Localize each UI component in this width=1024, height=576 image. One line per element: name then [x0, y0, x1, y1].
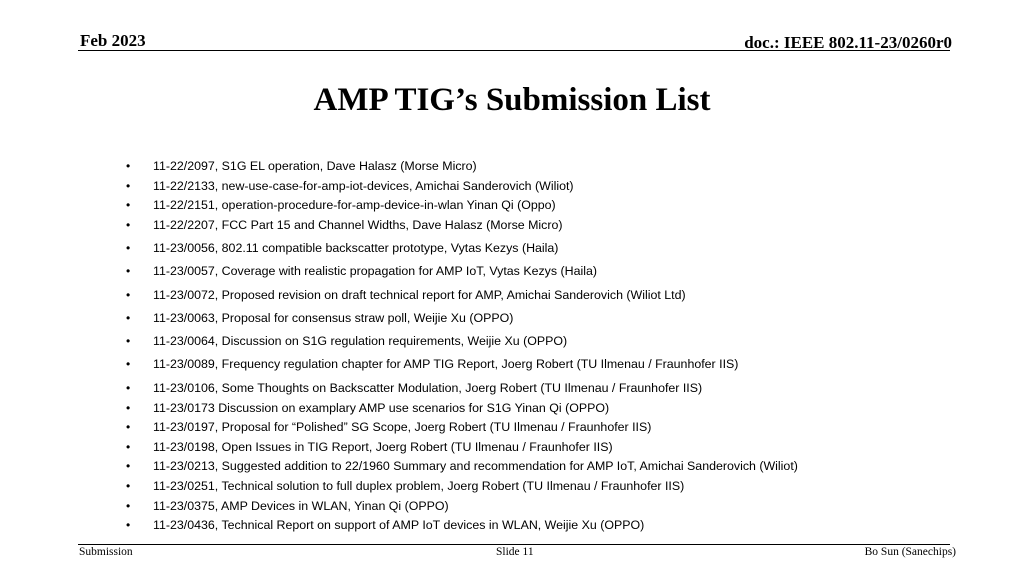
bullet-icon: • [126, 479, 131, 493]
bullet-icon: • [126, 179, 131, 193]
footer-slide-number: Slide 11 [496, 546, 534, 558]
submission-entry-text: 11-23/0064, Discussion on S1G regulation requirements, Weijie Xu (OPPO) [153, 334, 568, 348]
bullet-icon: • [126, 440, 131, 454]
submission-entry-text: 11-23/0213, Suggested addition to 22/1960 Summary and recommendation for AMP IoT, Amichai Sanderovich (Wiliot) [153, 459, 798, 473]
bullet-icon: • [126, 420, 131, 434]
bullet-icon: • [126, 499, 131, 513]
bullet-icon: • [126, 357, 131, 371]
submission-entry-text: 11-23/0063, Proposal for consensus straw poll, Weijie Xu (OPPO) [153, 311, 514, 325]
header-doc-id: doc.: IEEE 802.11-23/0260r0 [744, 33, 952, 52]
bullet-icon: • [126, 288, 131, 302]
bullet-icon: • [126, 334, 131, 348]
submission-entry-text: 11-22/2151, operation-procedure-for-amp-device-in-wlan Yinan Qi (Oppo) [153, 198, 556, 212]
submission-entry-text: 11-23/0089, Frequency regulation chapter for AMP TIG Report, Joerg Robert (TU Ilmenau / Fraunhofer IIS) [153, 357, 739, 371]
submission-entry-text: 11-22/2207, FCC Part 15 and Channel Widths, Dave Halasz (Morse Micro) [153, 218, 563, 232]
submission-entry-text: 11-23/0106, Some Thoughts on Backscatter Modulation, Joerg Robert (TU Ilmenau / Fraunhofer IIS) [153, 381, 703, 395]
bullet-icon: • [126, 381, 131, 395]
submission-entry-text: 11-22/2097, S1G EL operation, Dave Halasz (Morse Micro) [153, 159, 477, 173]
submission-entry-text: 11-23/0251, Technical solution to full duplex problem, Joerg Robert (TU Ilmenau / Fraunhofer IIS) [153, 479, 685, 493]
bullet-icon: • [126, 241, 131, 255]
slide-title: AMP TIG’s Submission List [313, 82, 711, 118]
bullet-icon: • [126, 264, 131, 278]
submission-entry-text: 11-23/0072, Proposed revision on draft technical report for AMP, Amichai Sanderovich (Wiliot Ltd) [153, 288, 686, 302]
footer-divider [78, 544, 950, 545]
bullet-icon: • [126, 401, 131, 415]
header-date: Feb 2023 [80, 31, 146, 50]
bullet-icon: • [126, 198, 131, 212]
submission-entry-text: 11-23/0056, 802.11 compatible backscatter prototype, Vytas Kezys (Haila) [153, 241, 559, 255]
bullet-icon: • [126, 518, 131, 532]
submission-entry-text: 11-23/0436, Technical Report on support of AMP IoT devices in WLAN, Weijie Xu (OPPO) [153, 518, 645, 532]
bullet-icon: • [126, 159, 131, 173]
submission-entry-text: 11-23/0198, Open Issues in TIG Report, Joerg Robert (TU Ilmenau / Fraunhofer IIS) [153, 440, 613, 454]
submission-entry-text: 11-23/0375, AMP Devices in WLAN, Yinan Qi (OPPO) [153, 499, 449, 513]
header-divider [78, 50, 950, 51]
footer-author: Bo Sun (Sanechips) [864, 546, 956, 558]
bullet-icon: • [126, 311, 131, 325]
bullet-icon: • [126, 218, 131, 232]
submission-entry-text: 11-23/0057, Coverage with realistic propagation for AMP IoT, Vytas Kezys (Haila) [153, 264, 597, 278]
submission-entry-text: 11-22/2133, new-use-case-for-amp-iot-devices, Amichai Sanderovich (Wiliot) [153, 179, 574, 193]
footer-submission: Submission [79, 546, 133, 558]
submission-entry-text: 11-23/0173 Discussion on examplary AMP use scenarios for S1G Yinan Qi (OPPO) [153, 401, 610, 415]
submission-entry-text: 11-23/0197, Proposal for “Polished” SG Scope, Joerg Robert (TU Ilmenau / Fraunhofer IIS) [153, 420, 652, 434]
bullet-icon: • [126, 459, 131, 473]
